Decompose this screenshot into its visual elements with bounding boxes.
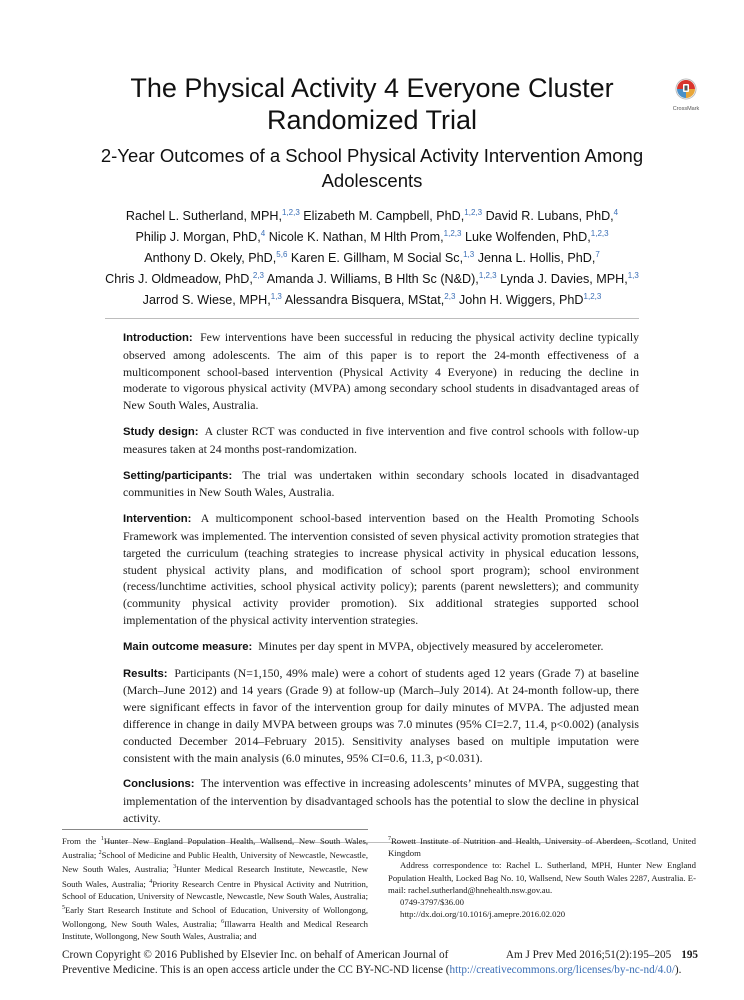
footer-row — [62, 948, 698, 963]
author-affiliation[interactable]: 4 — [613, 208, 619, 217]
crossmark-icon[interactable] — [675, 78, 697, 100]
affiliation-text: Early Start Research Institute and School of Education, University of Wollongong, Wollongong, New South Wales, Australia; — [62, 905, 368, 930]
author-name: Jarrod S. Wiese, MPH, — [142, 293, 271, 307]
footnote-prefix: From the — [62, 836, 97, 846]
affiliation-text: Hunter Medical Research Institute, Newcastle, New South Wales, Australia; — [62, 864, 369, 889]
affiliation-number: 5 — [62, 905, 65, 912]
abstract-results — [123, 665, 639, 767]
section-heading: Conclusions: — [123, 778, 195, 791]
author-list — [30, 204, 714, 309]
abstract-conclusions — [123, 775, 639, 826]
journal-citation — [506, 948, 698, 963]
correspondence-address: Address correspondence to: Rachel L. Sutherland, MPH, Hunter New England Population Health, Locked Bag No. 10, Wallsend, New South Wales 2287, Australia. E-mail: rachel.sutherland@hnehealth.nsw.gov.au. — [388, 860, 696, 895]
author-affiliation[interactable]: 1,2,3 — [590, 229, 609, 238]
affiliation-text: Rowett Institute of Nutrition and Health, University of Aberdeen, Scotland, United Kingdom — [388, 836, 696, 859]
correspondence-footnote — [388, 833, 696, 920]
article-title: The Physical Activity 4 Everyone Cluster Randomized Trial — [130, 73, 614, 135]
affiliation-text: School of Medicine and Public Health, University of Newcastle, Newcastle, New South Wales, Australia; — [62, 850, 368, 875]
section-text: Participants (N=1,150, 49% male) were a cohort of students aged 12 years (Grade 7) at baseline (March–June 2012) and 14 years (Grade 9) at follow-up (March–July 2014). At 24-month follow-up, there were significant effects in favor of the intervention group for daily minutes of MVPA. The adjusted mean difference in change in daily MVPA between groups was 7.0 minutes (95% CI=2.7, 11.4, p<0.002) (analysis conducted December 2014–February 2015). Sensitivity analyses based on multiple imputation were consistent with the main analysis (6.0 minutes, 95% CI=0.6, 11.3, p<0.031). — [123, 665, 639, 765]
article-subtitle: 2-Year Outcomes of a School Physical Activity Intervention Among Adolescents — [100, 145, 644, 191]
crossmark-label: CrossMark — [672, 106, 700, 112]
section-heading: Intervention: — [123, 513, 192, 526]
author-affiliation[interactable]: 1,3 — [463, 250, 475, 259]
abstract-intervention — [123, 510, 639, 629]
affiliation-continued — [388, 833, 696, 859]
affiliation-number: 7 — [388, 836, 391, 842]
author-affiliation[interactable]: 1,2,3 — [583, 292, 602, 301]
author-line — [30, 288, 714, 309]
crossmark-badge[interactable] — [672, 78, 700, 112]
author-line — [30, 246, 714, 267]
affiliation-text: Priority Research Centre in Physical Activity and Nutrition, School of Education, University of Newcastle, Newcastle, New South Wales, Australia; — [62, 878, 369, 901]
author-affiliation[interactable]: 1,2,3 — [464, 208, 483, 217]
structured-abstract — [105, 318, 639, 843]
affiliation-number: 1 — [100, 836, 104, 842]
section-text: The intervention was effective in increasing adolescents’ minutes of MVPA, suggesting that implementation of the intervention by disadvantaged schools has the potential to slow the decline in physical activity. — [123, 776, 639, 825]
author-line — [30, 204, 714, 225]
doi-link[interactable]: http://dx.doi.org/10.1016/j.amepre.2016.02.020 — [400, 909, 566, 920]
abstract-setting — [123, 467, 639, 502]
author-name: Chris J. Oldmeadow, PhD, — [105, 272, 253, 286]
author-affiliation[interactable]: 2,3 — [444, 292, 456, 301]
journal-reference: Am J Prev Med 2016;51(2):195–205 — [505, 949, 672, 961]
section-text: A cluster RCT was conducted in five intervention and five control schools with follow-up measures taken at 24 months post-randomization. — [123, 423, 639, 456]
license-line — [62, 963, 698, 978]
section-heading: Setting/participants: — [123, 469, 233, 482]
affiliation-number: 6 — [221, 919, 225, 926]
affiliation-number: 3 — [173, 864, 177, 871]
affiliation-number: 4 — [149, 878, 153, 885]
author-name: Philip J. Morgan, PhD, — [135, 230, 261, 244]
page-number: 195 — [681, 949, 698, 961]
section-heading: Introduction: — [123, 332, 193, 344]
issn-price: 0749-3797/$36.00 — [400, 897, 464, 908]
abstract-study-design — [123, 423, 639, 458]
author-name: Lynda J. Davies, MPH, — [500, 272, 628, 286]
author-affiliation[interactable]: 5,6 — [276, 250, 288, 259]
author-affiliation[interactable]: 1,2,3 — [281, 208, 300, 217]
author-name: Anthony D. Okely, PhD, — [144, 251, 277, 265]
author-name: Jenna L. Hollis, PhD, — [477, 251, 596, 265]
page-footer — [62, 948, 698, 978]
author-name: Elizabeth M. Campbell, PhD, — [303, 209, 465, 223]
author-name: Amanda J. Williams, B Hlth Sc (N&D), — [266, 272, 479, 286]
license-link[interactable]: http://creativecommons.org/licenses/by-nc-nd/4.0/ — [449, 964, 675, 976]
author-line — [30, 225, 714, 246]
author-affiliation[interactable]: 7 — [595, 250, 600, 259]
author-affiliation[interactable]: 4 — [260, 229, 266, 238]
author-affiliation[interactable]: 2,3 — [252, 271, 264, 280]
section-text: The trial was undertaken within secondary schools located in disadvantaged communities in New South Wales, Australia. — [123, 467, 639, 500]
author-line — [30, 267, 714, 288]
copyright-line: Crown Copyright © 2016 Published by Elsevier Inc. on behalf of American Journal of — [62, 949, 449, 961]
author-affiliation[interactable]: 1,3 — [627, 271, 639, 280]
author-name: John H. Wiggers, PhD — [458, 293, 584, 307]
author-name: Alessandra Bisquera, MStat, — [284, 293, 445, 307]
author-name: Karen E. Gillham, M Social Sc, — [290, 251, 464, 265]
author-affiliation[interactable]: 1,2,3 — [478, 271, 497, 280]
affiliation-text: Illawarra Health and Medical Research Institute, Wollongong, New South Wales, Australia; and — [62, 919, 368, 942]
license-text-end: ). — [674, 964, 682, 976]
section-text: Minutes per day spent in MVPA, objectively measured by accelerometer. — [258, 638, 604, 653]
author-name: Luke Wolfenden, PhD, — [464, 230, 591, 244]
author-affiliation[interactable]: 1,2,3 — [443, 229, 462, 238]
affiliation-text: Hunter New England Population Health, Wallsend, New South Wales, Australia; — [62, 836, 368, 861]
section-heading: Main outcome measure: — [123, 640, 253, 653]
section-heading: Study design: — [123, 425, 199, 438]
abstract-introduction — [123, 329, 639, 414]
license-text: Preventive Medicine. This is an open access article under the CC BY-NC-ND license ( — [62, 964, 450, 976]
section-text: A multicomponent school-based intervention based on the Health Promoting Schools Framework was implemented. The intervention consisted of seven physical activity promotion strategies that targeted the curriculum (teaching strategies to increase physical activity in physical education lessons, student physical activity plans, and modification of school sport program); school environment (recess/lunchtime activities, school physical activity policy); parents (parent newsletters); and community (community physical activity provider promotion). Six additional strategies supported school implementation of the physical activity intervention strategies. — [123, 511, 639, 627]
affiliation-number: 2 — [98, 850, 102, 857]
section-heading: Results: — [123, 667, 168, 680]
affiliations-footnote — [62, 829, 368, 943]
author-name: Nicole K. Nathan, M Hlth Prom, — [268, 230, 444, 244]
section-text: Few interventions have been successful in reducing the physical activity decline typically observed among adolescents. The aim of this paper is to report the 24-month effectiveness of a multicomponent school-based intervention (Physical Activity 4 Everyone) in reducing the decline in moderate to vigorous physical activity (MVPA) among secondary school students in disadvantaged areas of New South Wales, Australia. — [123, 330, 640, 413]
author-name: David R. Lubans, PhD, — [485, 209, 614, 223]
author-name: Rachel L. Sutherland, MPH, — [125, 209, 282, 223]
author-affiliation[interactable]: 1,3 — [270, 292, 282, 301]
abstract-main-outcome — [123, 638, 639, 656]
